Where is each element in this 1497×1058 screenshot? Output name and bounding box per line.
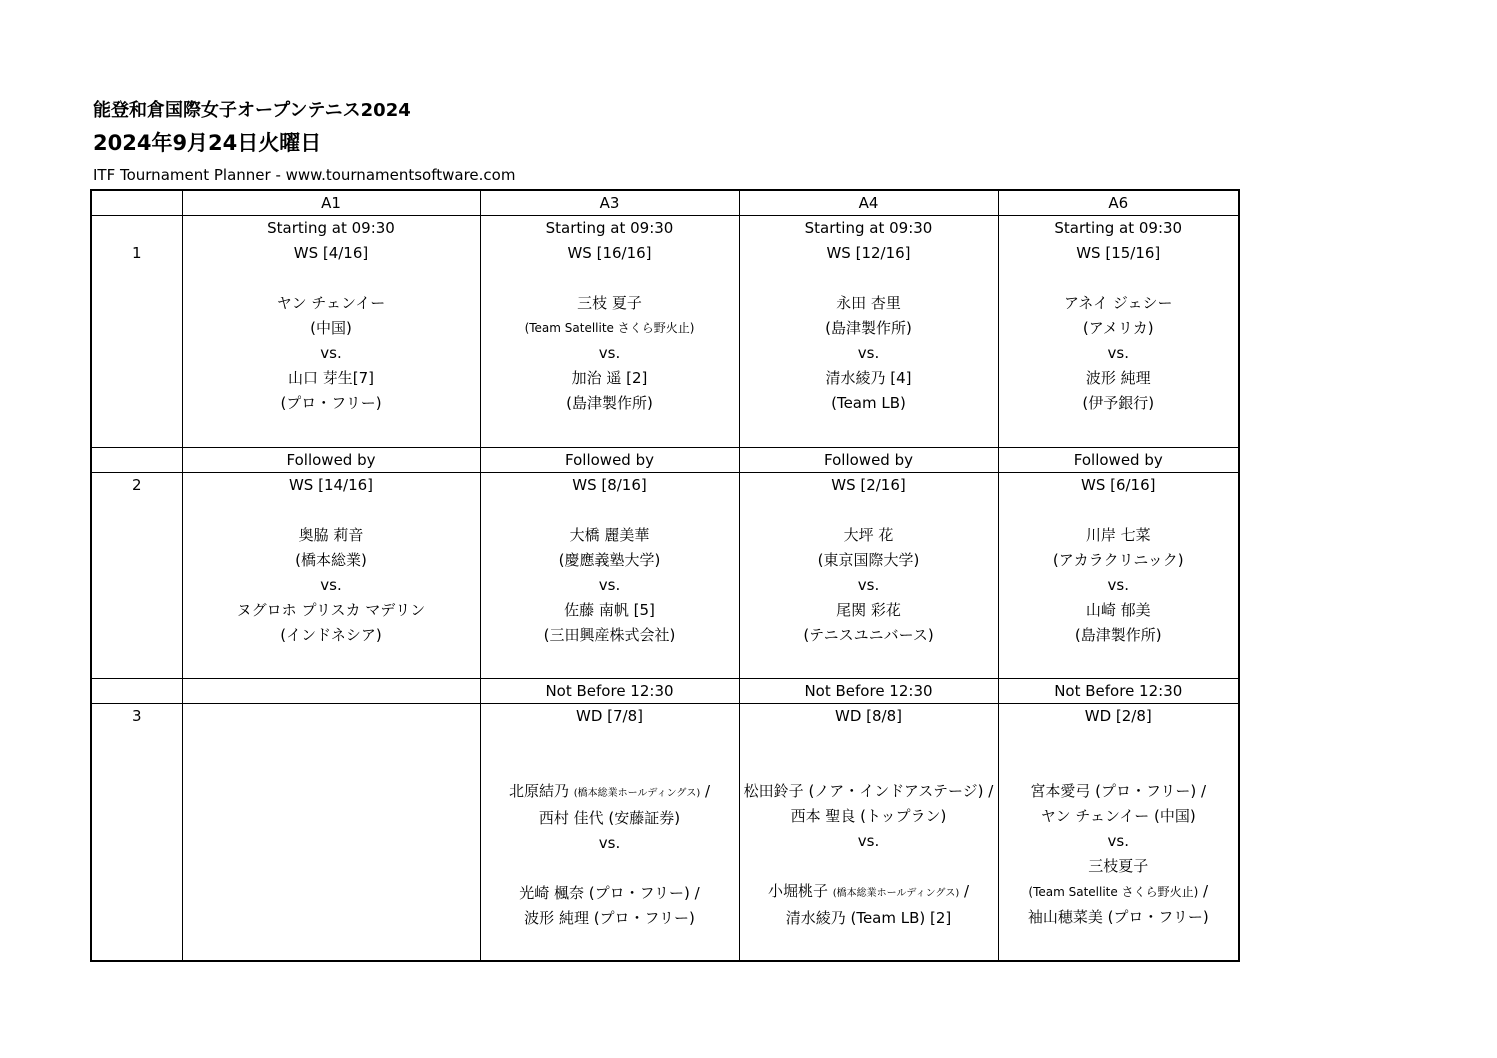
- row-number: 1: [131, 244, 142, 262]
- versus-label: vs.: [320, 344, 342, 362]
- match-1-a1: [182, 216, 480, 448]
- player-2: 尾関 彩花: [836, 601, 901, 619]
- not-before-a1: [182, 679, 480, 704]
- player-2: 波形 純理: [1085, 369, 1151, 387]
- followed-by-a3: Followed by: [480, 448, 739, 473]
- player-1: 川岸 七菜: [1085, 526, 1151, 544]
- followed-by-a6: Followed by: [998, 448, 1239, 473]
- versus-label: vs.: [1107, 832, 1129, 850]
- player-2-club: (テニスユニバース): [803, 626, 934, 644]
- team-2-player-b: 袖山穂菜美 (プロ・フリー): [1027, 908, 1209, 926]
- player-club: (Team Satellite さくら野火止): [1028, 885, 1199, 899]
- player-1: ヤン チェンイー: [276, 294, 386, 312]
- team-2-player-a: 光崎 楓奈 (プロ・フリー) /: [519, 884, 700, 902]
- event-label: WS [15/16]: [1076, 244, 1161, 262]
- player-1-club: (Team Satellite さくら野火止): [524, 321, 695, 335]
- event-label: WS [16/16]: [567, 244, 652, 262]
- tournament-title: 能登和倉国際女子オープンテニス2024: [93, 100, 411, 121]
- versus-label: vs.: [598, 834, 621, 852]
- start-time: Starting at 09:30: [545, 219, 674, 237]
- not-before-row: [91, 679, 1239, 704]
- schedule-date: 2024年9月24日火曜日: [93, 131, 322, 155]
- order-of-play-table: [90, 189, 1240, 962]
- versus-label: vs.: [857, 344, 880, 362]
- player-1-club: (慶應義塾大学): [558, 551, 661, 569]
- player-2-club: (島津製作所): [1074, 626, 1162, 644]
- separator-corner: [91, 448, 182, 473]
- start-time: Starting at 09:30: [1054, 219, 1183, 237]
- player-2-club: (伊予銀行): [1082, 394, 1155, 412]
- court-header-row: [91, 190, 1239, 216]
- match-3-a4: [739, 704, 998, 962]
- player-2-club: (プロ・フリー): [280, 394, 382, 412]
- versus-label: vs.: [857, 576, 880, 594]
- versus-label: vs.: [1107, 344, 1129, 362]
- match-row-1: [91, 216, 1239, 448]
- player-name: 北原結乃: [508, 782, 574, 800]
- followed-by-row: [91, 448, 1239, 473]
- corner-cell: [91, 190, 182, 216]
- player-1-club: (アメリカ): [1082, 319, 1154, 337]
- player-1: 三枝 夏子: [577, 294, 642, 312]
- player-2: 加治 遥 [2]: [571, 369, 648, 387]
- match-1-a6: [998, 216, 1239, 448]
- row-number-1: [91, 216, 182, 448]
- row-number: 2: [131, 476, 142, 494]
- player-1: アネイ ジェシー: [1063, 294, 1173, 312]
- row-number-2: [91, 473, 182, 679]
- team-1-player-b: ヤン チェンイー (中国): [1040, 807, 1196, 825]
- court-header-a6: A6: [998, 190, 1239, 216]
- versus-label: vs.: [320, 576, 342, 594]
- row-number-3: [91, 704, 182, 962]
- match-2-a3: [480, 473, 739, 679]
- match-3-a1: [182, 704, 480, 962]
- player-1-club: (東京国際大学): [817, 551, 920, 569]
- player-2-club: (Team LB): [831, 394, 906, 412]
- versus-label: vs.: [598, 344, 621, 362]
- team-2-player-b: 波形 純理 (プロ・フリー): [524, 909, 695, 927]
- versus-label: vs.: [598, 576, 621, 594]
- player-1: 永田 杏里: [836, 294, 901, 312]
- court-header-a3: A3: [480, 190, 739, 216]
- row-number: 3: [131, 707, 142, 725]
- pair-separator: /: [700, 782, 711, 800]
- event-label: WD [2/8]: [1084, 707, 1152, 725]
- start-time: Starting at 09:30: [804, 219, 933, 237]
- followed-by-a4: Followed by: [739, 448, 998, 473]
- not-before-a6: Not Before 12:30: [998, 679, 1239, 704]
- player-1-club: (島津製作所): [825, 319, 912, 337]
- player-2: ヌグロホ プリスカ マデリン: [236, 601, 426, 619]
- player-2: 清水綾乃 [4]: [825, 369, 912, 387]
- court-header-a1: A1: [182, 190, 480, 216]
- team-1-player-a: 松田鈴子 (ノア・インドアステージ) /: [743, 782, 994, 800]
- match-1-a4: [739, 216, 998, 448]
- event-label: WD [7/8]: [576, 707, 643, 725]
- player-1-club: (アカラクリニック): [1052, 551, 1184, 569]
- player-2: 山口 芽生[7]: [287, 369, 375, 387]
- event-label: WD [8/8]: [835, 707, 902, 725]
- team-2-player-a: [740, 879, 998, 906]
- player-club: (橋本総業ホールディングス): [832, 888, 960, 899]
- team-2-player-b: 清水綾乃 (Team LB) [2]: [785, 909, 952, 927]
- match-1-a3: [480, 216, 739, 448]
- court-header-a4: A4: [739, 190, 998, 216]
- player-name: 小堀桃子: [767, 882, 833, 900]
- match-2-a4: [739, 473, 998, 679]
- team-1-player-a: 宮本愛弓 (プロ・フリー) /: [1030, 782, 1207, 800]
- match-3-a6: [998, 704, 1239, 962]
- event-label: WS [8/16]: [572, 476, 647, 494]
- match-3-a3: [480, 704, 739, 962]
- player-1-club: (中国): [310, 319, 352, 337]
- pair-separator: /: [1198, 882, 1209, 900]
- player-1: 奥脇 莉音: [298, 526, 364, 544]
- player-1: 大坪 花: [843, 526, 894, 544]
- start-time: Starting at 09:30: [267, 219, 395, 237]
- event-label: WS [14/16]: [288, 476, 374, 494]
- event-label: WS [12/16]: [826, 244, 911, 262]
- player-2: 山崎 郁美: [1085, 601, 1151, 619]
- player-1: 大橋 麗美華: [569, 526, 650, 544]
- team-1-player-a: [481, 779, 739, 806]
- team-1-player-b: 西本 聖良 (トップラン): [790, 807, 947, 825]
- match-2-a1: [182, 473, 480, 679]
- player-1-club: (橋本総業): [295, 551, 367, 569]
- separator-corner: [91, 679, 182, 704]
- versus-label: vs.: [1107, 576, 1129, 594]
- pair-separator: /: [959, 882, 970, 900]
- player-2-club: (インドネシア): [280, 626, 382, 644]
- team-2-player-a-club: [999, 879, 1239, 905]
- player-2-club: (三田興産株式会社): [543, 626, 676, 644]
- match-row-2: [91, 473, 1239, 679]
- event-label: WS [6/16]: [1080, 476, 1156, 494]
- followed-by-a1: Followed by: [182, 448, 480, 473]
- not-before-a4: Not Before 12:30: [739, 679, 998, 704]
- planner-credit: ITF Tournament Planner - www.tournamentsoftware.com: [93, 166, 516, 184]
- team-2-player-a: 三枝夏子: [1088, 857, 1149, 875]
- versus-label: vs.: [857, 832, 880, 850]
- match-2-a6: [998, 473, 1239, 679]
- event-label: WS [2/16]: [831, 476, 906, 494]
- team-1-player-b: 西村 佳代 (安藤証券): [538, 809, 681, 827]
- event-label: WS [4/16]: [293, 244, 369, 262]
- player-club: (橋本総業ホールディングス): [573, 788, 701, 799]
- player-2: 佐藤 南帆 [5]: [564, 601, 655, 619]
- player-2-club: (島津製作所): [566, 394, 653, 412]
- match-row-3: [91, 704, 1239, 962]
- not-before-a3: Not Before 12:30: [480, 679, 739, 704]
